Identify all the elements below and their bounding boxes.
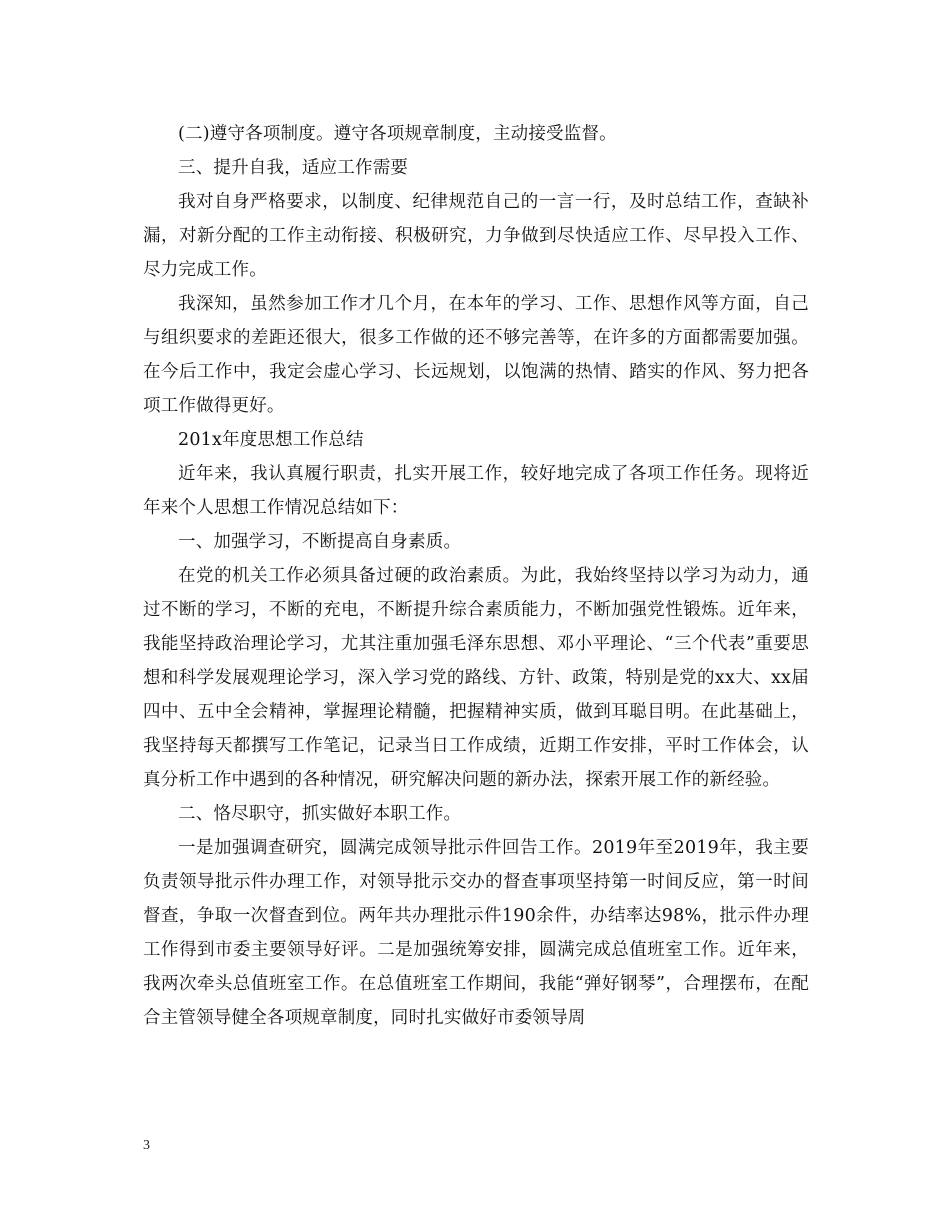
paragraph: (二)遵守各项制度。遵守各项规章制度，主动接受监督。 — [178, 124, 617, 144]
paragraph: 我深知，虽然参加工作才几个月，在本年的学习、工作、思想作风等方面，自己与组织要求的差距还很大，很多工作做的还不够完善等，在许多的方面都需要加强。在今后工作中，我定会虚心学习、长远规划，以饱满的热情、踏实的作风、努力把各项工作做得更好。 — [143, 294, 809, 416]
section-heading: 三、提升自我，适应工作需要 — [178, 158, 409, 178]
paragraph: 在党的机关工作必须具备过硬的政治素质。为此，我始终坚持以学习为动力，通过不断的学习，不断的充电，不断提升综合素质能力，不断加强党性锻炼。近年来，我能坚持政治理论学习，尤其注重加强毛泽东思想、邓小平理论、“三个代表”重要思想和科学发展观理论学习，深入学习党的路线、方针、政策，特别是党的xx大、xx届四中、五中全会精神，掌握理论精髓，把握精神实质，做到耳聪目明。在此基础上，我坚持每天都撰写工作笔记，记录当日工作成绩，近期工作安排，平时工作体会，认真分析工作中遇到的各种情况，研究解决问题的新办法，探索开展工作的新经验。 — [143, 566, 809, 790]
section-heading: 一、加强学习，不断提高自身素质。 — [178, 532, 462, 552]
document-title: 201x年度思想工作总结 — [178, 430, 364, 450]
page-number: 3 — [143, 1138, 150, 1153]
paragraph: 我对自身严格要求，以制度、纪律规范自己的一言一行，及时总结工作，查缺补漏，对新分配的工作主动衔接、积极研究，力争做到尽快适应工作、尽早投入工作、尽力完成工作。 — [143, 192, 809, 280]
section-heading: 二、恪尽职守，抓实做好本职工作。 — [178, 804, 462, 824]
paragraph: 近年来，我认真履行职责，扎实开展工作，较好地完成了各项工作任务。现将近年来个人思想工作情况总结如下： — [143, 464, 809, 518]
document-body — [143, 117, 809, 1035]
paragraph: 一是加强调查研究，圆满完成领导批示件回告工作。2019年至2019年，我主要负责领导批示件办理工作，对领导批示交办的督查事项坚持第一时间反应，第一时间督查，争取一次督查到位。两年共办理批示件190余件，办结率达98%，批示件办理工作得到市委主要领导好评。二是加强统筹安排，圆满完成总值班室工作。近年来，我两次牵头总值班室工作。在总值班室工作期间，我能“弹好钢琴”，合理摆布，在配合主管领导健全各项规章制度，同时扎实做好市委领导周 — [143, 838, 809, 1028]
